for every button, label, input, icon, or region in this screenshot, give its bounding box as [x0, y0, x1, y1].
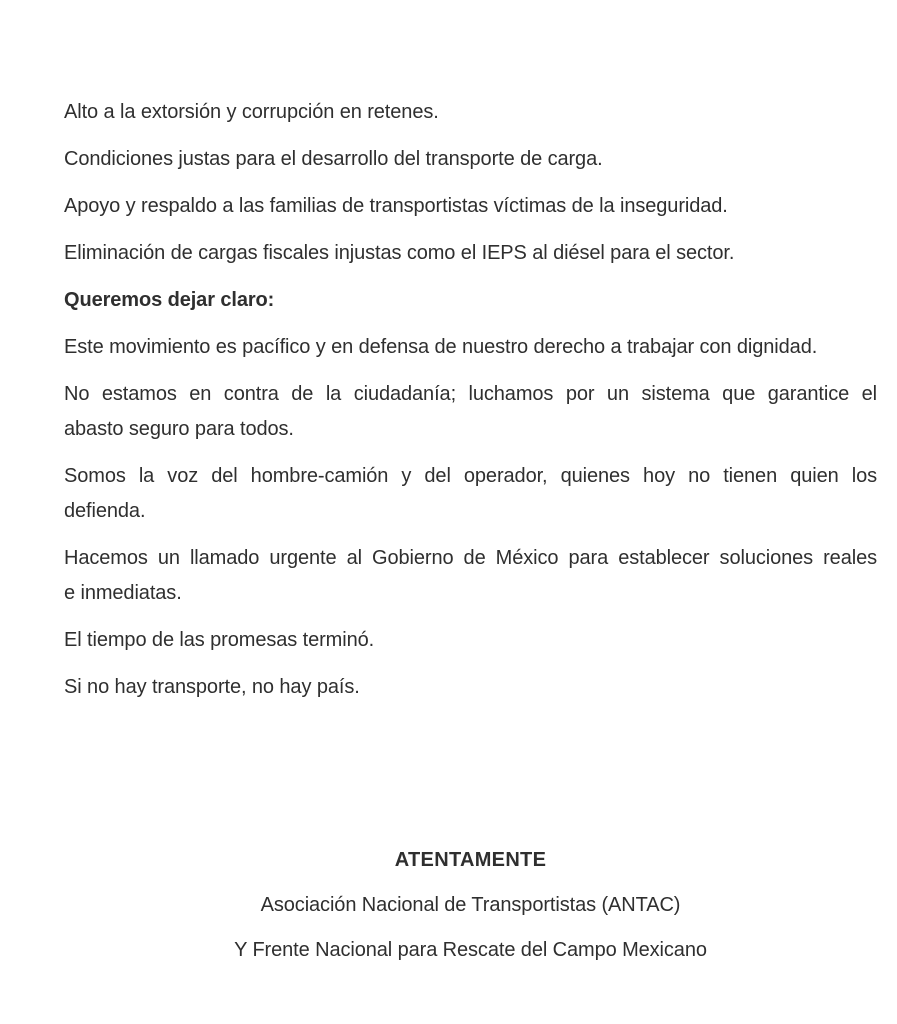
paragraph: [64, 670, 877, 705]
text-line: El tiempo de las promesas terminó.: [64, 629, 375, 651]
paragraph: [64, 142, 877, 177]
text-line: Condiciones justas para el desarrollo del transporte de carga.: [64, 148, 603, 170]
text-line: e inmediatas.: [64, 582, 182, 604]
paragraph: [64, 189, 877, 224]
paragraph: [64, 623, 877, 658]
text-line: Hacemos un llamado urgente al Gobierno de México para establecer soluciones reales: [64, 547, 877, 569]
text-line: No estamos en contra de la ciudadanía; luchamos por un sistema que garantice el: [64, 383, 877, 405]
paragraph: [64, 95, 877, 130]
signature-block: [64, 843, 877, 968]
document-body: [64, 95, 877, 705]
text-line: defienda.: [64, 500, 146, 522]
heading-paragraph: [64, 283, 877, 318]
paragraph: [64, 236, 877, 271]
paragraph: [64, 541, 877, 611]
text-line: Este movimiento es pacífico y en defensa de nuestro derecho a trabajar con dignidad.: [64, 336, 818, 358]
paragraph: [64, 330, 877, 365]
text-line: Alto a la extorsión y corrupción en retenes.: [64, 101, 439, 123]
paragraph: [64, 459, 877, 529]
text-line: Somos la voz del hombre-camión y del operador, quienes hoy no tienen quien los: [64, 465, 877, 487]
signature-organization-frente: Y Frente Nacional para Rescate del Campo Mexicano: [234, 939, 707, 961]
document-content: [64, 95, 877, 978]
text-line: Queremos dejar claro:: [64, 289, 275, 311]
paragraph: [64, 377, 877, 447]
text-line: Apoyo y respaldo a las familias de transportistas víctimas de la inseguridad.: [64, 195, 728, 217]
text-line: Si no hay transporte, no hay país.: [64, 676, 360, 698]
signature-closing: ATENTAMENTE: [394, 849, 547, 871]
text-line: abasto seguro para todos.: [64, 418, 294, 440]
signature-organization-antac: Asociación Nacional de Transportistas (ANTAC): [260, 894, 681, 916]
text-line: Eliminación de cargas fiscales injustas como el IEPS al diésel para el sector.: [64, 242, 735, 264]
